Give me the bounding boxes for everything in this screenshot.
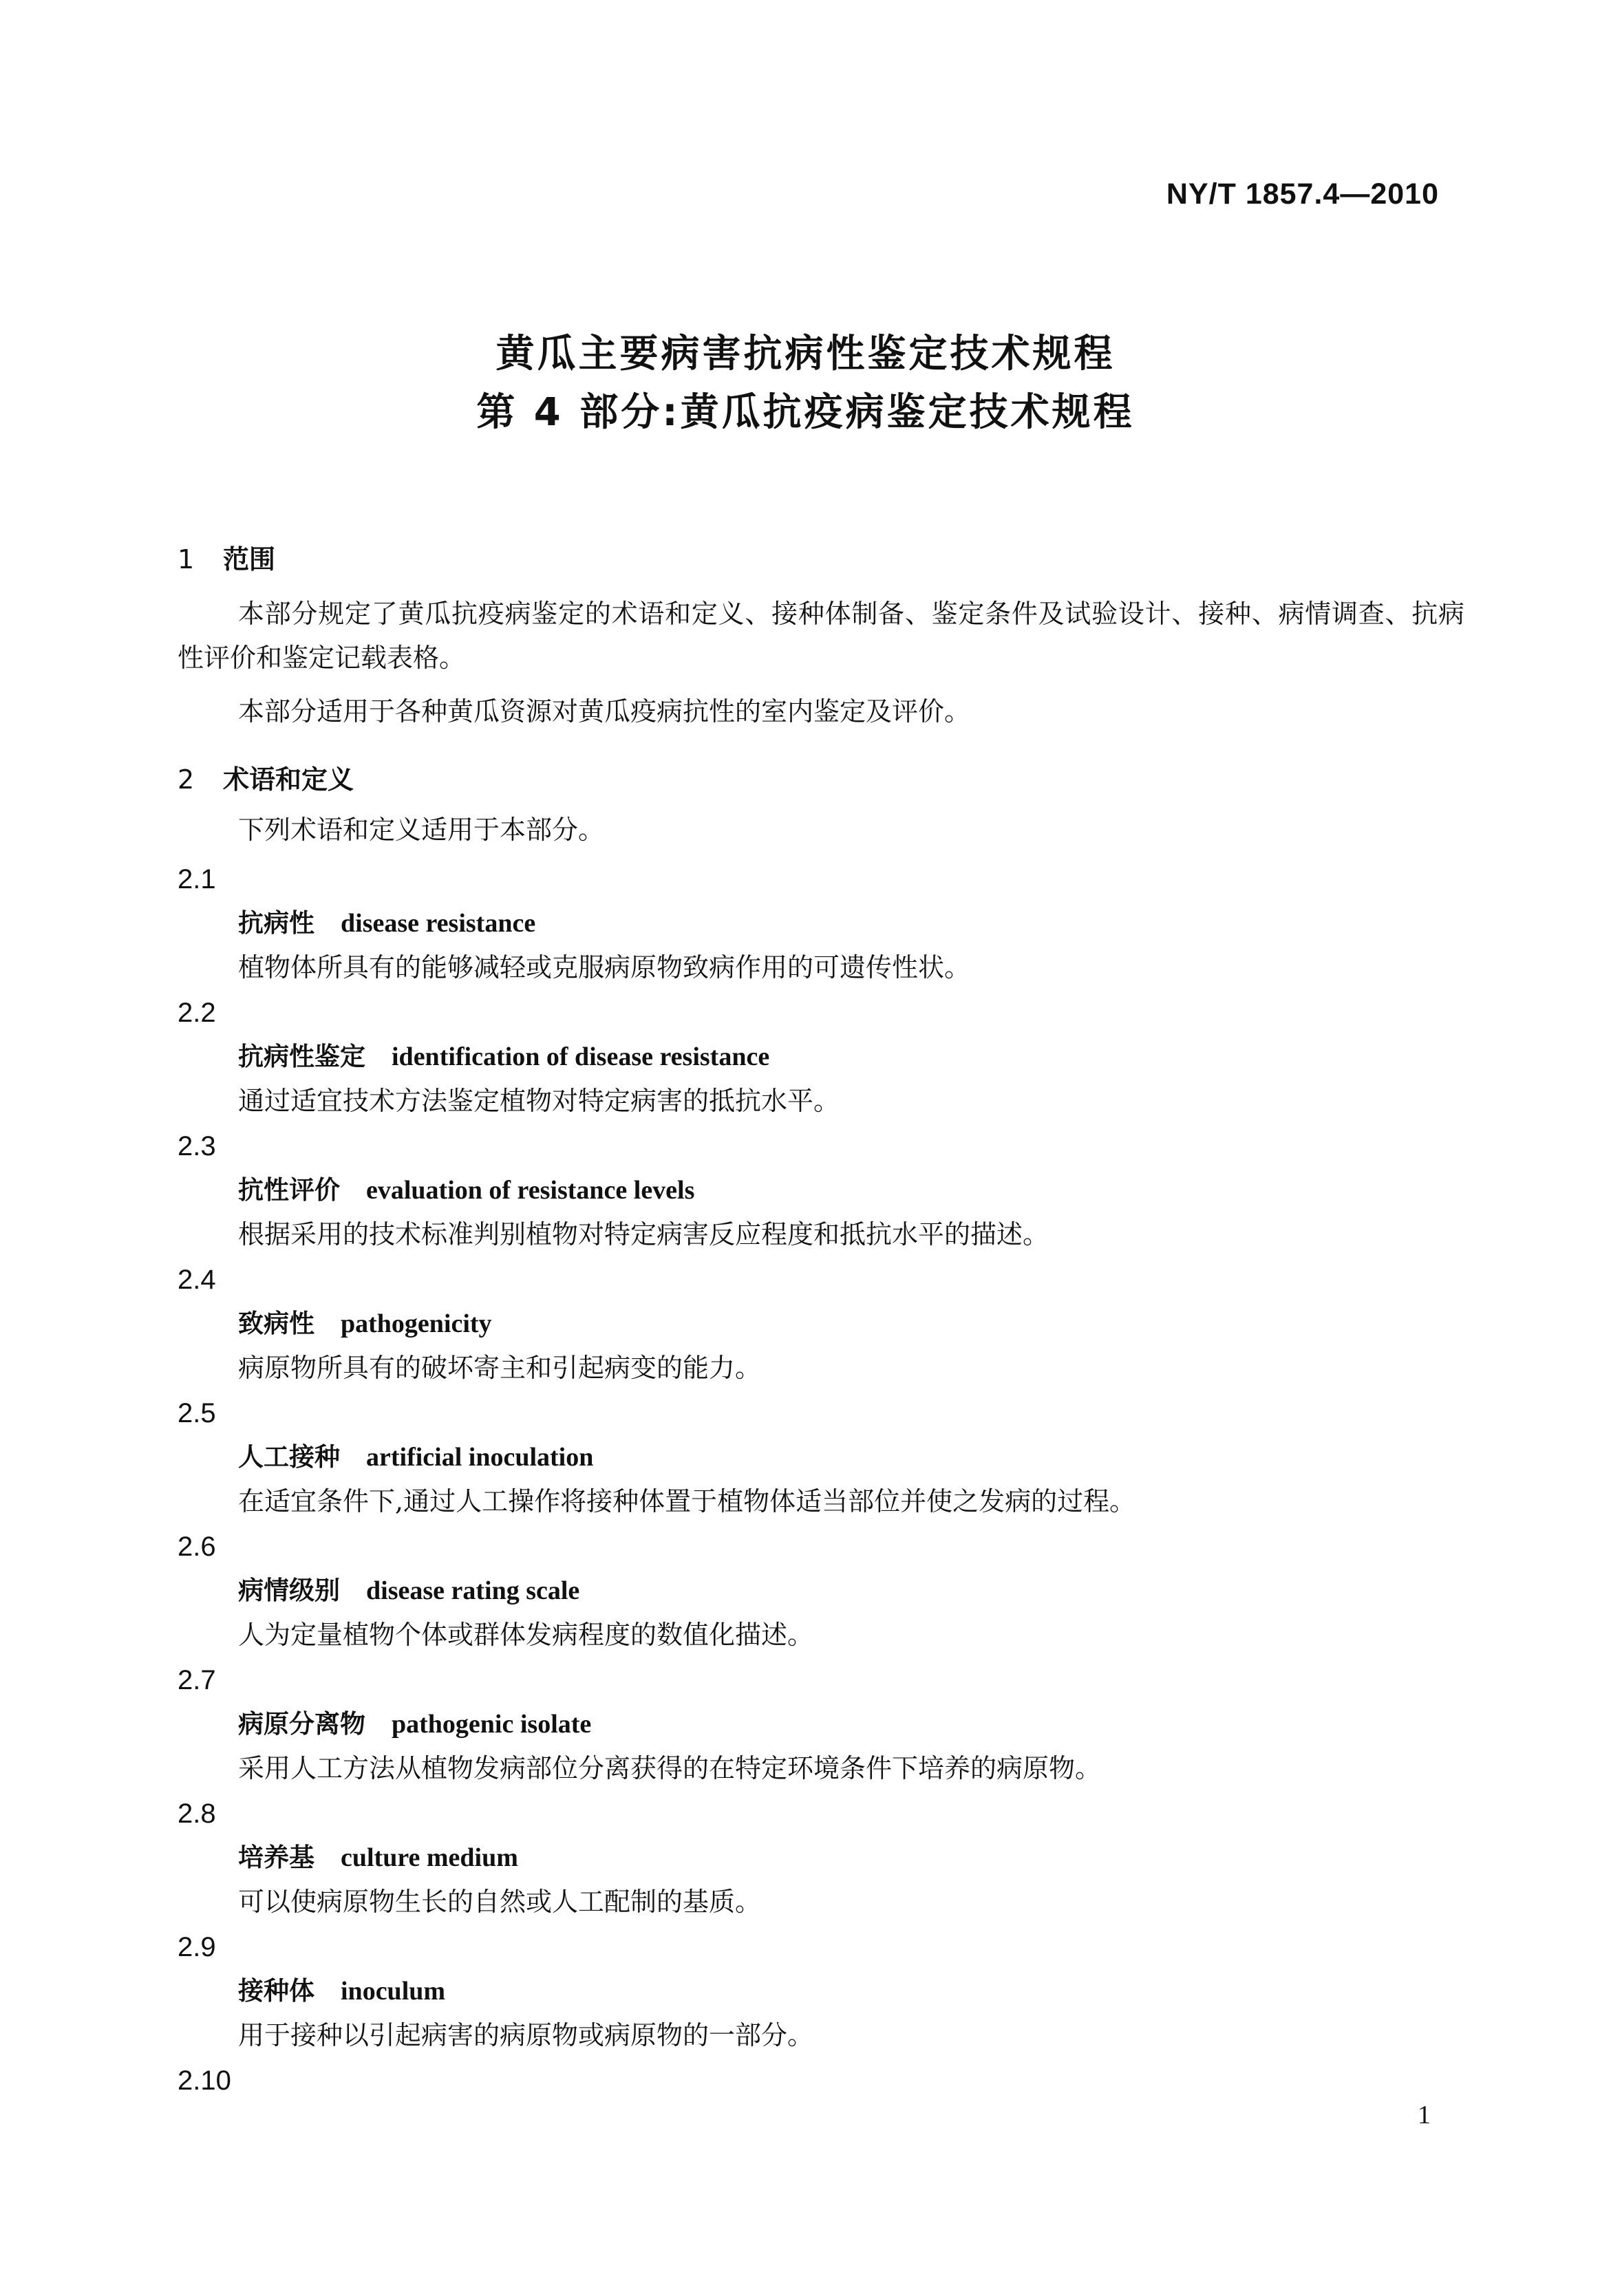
term-definition: 病原物所具有的破坏寄主和引起病变的能力。 (238, 1353, 762, 1383)
page-number: 1 (1418, 2101, 1431, 2129)
term-entry (178, 1258, 1464, 1390)
term-english: culture medium (341, 1843, 518, 1872)
term-number: 2.5 (178, 1398, 216, 1428)
term-entry (178, 1124, 1464, 1256)
term-heading (238, 1168, 1464, 1212)
document-subtitle: 第 4 部分:黄瓜抗疫病鉴定技术规程 (476, 390, 1135, 435)
term-number: 2.8 (178, 1799, 216, 1829)
term-definition: 植物体所具有的能够减轻或克服病原物致病作用的可遗传性状。 (238, 952, 971, 983)
term-entry (178, 1792, 1464, 1924)
term-heading (238, 901, 1464, 945)
term-number: 2.2 (178, 998, 216, 1028)
term-english: disease resistance (341, 909, 536, 938)
term-chinese: 病情级别 (238, 1576, 340, 1605)
paragraph: 本部分适用于各种黄瓜资源对黄瓜疫病抗性的室内鉴定及评价。 (238, 696, 971, 727)
term-number: 2.7 (178, 1665, 216, 1695)
term-english: pathogenic isolate (392, 1710, 592, 1739)
paragraph: 下列术语和定义适用于本部分。 (238, 815, 605, 845)
term-chinese: 人工接种 (238, 1442, 340, 1472)
term-heading (238, 1302, 1464, 1346)
standard-code: NY/T 1857.4—2010 (1166, 178, 1439, 211)
term-number: 2.6 (178, 1532, 216, 1562)
term-definition: 用于接种以引起病害的病原物或病原物的一部分。 (238, 2020, 814, 2050)
term-heading (238, 1035, 1464, 1079)
term-number: 2.1 (178, 864, 216, 894)
term-definition: 根据采用的技术标准判别植物对特定病害反应程度和抵抗水平的描述。 (238, 1219, 1049, 1249)
term-number: 2.10 (178, 2066, 231, 2096)
term-chinese: 致病性 (238, 1309, 314, 1338)
term-heading (238, 1435, 1464, 1479)
term-chinese: 抗病性 (238, 908, 314, 938)
term-heading (238, 1836, 1464, 1880)
section-heading-terms (178, 757, 1464, 802)
term-entry (178, 1658, 1464, 1790)
term-entry (178, 991, 1464, 1123)
term-entry (178, 1391, 1464, 1523)
document-body (178, 537, 1464, 2103)
section-heading-scope (178, 537, 1464, 582)
section-title: 范围 (223, 544, 276, 575)
term-entry (178, 1525, 1464, 1657)
paragraph: 本部分规定了黄瓜抗疫病鉴定的术语和定义、接种体制备、鉴定条件及试验设计、接种、病情调查、抗病性评价和鉴定记载表格。 (178, 599, 1464, 673)
term-definition: 在适宜条件下,通过人工操作将接种体置于植物体适当部位并使之发病的过程。 (238, 1486, 1136, 1516)
term-chinese: 抗性评价 (238, 1175, 340, 1205)
term-entry (178, 1925, 1464, 2057)
term-english: pathogenicity (341, 1309, 492, 1338)
term-chinese: 接种体 (238, 1976, 314, 2006)
term-heading (238, 1969, 1464, 2013)
term-heading (238, 1702, 1464, 1746)
term-chinese: 病原分离物 (238, 1709, 365, 1739)
term-chinese: 培养基 (238, 1843, 314, 1872)
term-definition: 人为定量植物个体或群体发病程度的数值化描述。 (238, 1620, 814, 1650)
term-number: 2.9 (178, 1932, 216, 1962)
term-chinese: 抗病性鉴定 (238, 1042, 365, 1071)
term-heading (238, 1569, 1464, 1613)
term-number: 2.3 (178, 1131, 216, 1161)
term-english: evaluation of resistance levels (366, 1176, 695, 1205)
term-definition: 采用人工方法从植物发病部位分离获得的在特定环境条件下培养的病原物。 (238, 1753, 1102, 1783)
term-number: 2.4 (178, 1265, 216, 1295)
section-number: 1 (178, 544, 195, 575)
term-entry (178, 2059, 1464, 2103)
section-number: 2 (178, 764, 195, 795)
term-english: artificial inoculation (366, 1443, 594, 1472)
term-english: identification of disease resistance (392, 1042, 770, 1071)
term-entry (178, 857, 1464, 989)
term-definition: 通过适宜技术方法鉴定植物对特定病害的抵抗水平。 (238, 1086, 840, 1116)
document-title: 黄瓜主要病害抗病性鉴定技术规程 (495, 332, 1116, 376)
section-title: 术语和定义 (223, 764, 354, 795)
term-english: inoculum (341, 1977, 446, 2006)
term-definition: 可以使病原物生长的自然或人工配制的基质。 (238, 1887, 762, 1917)
term-english: disease rating scale (366, 1576, 580, 1605)
